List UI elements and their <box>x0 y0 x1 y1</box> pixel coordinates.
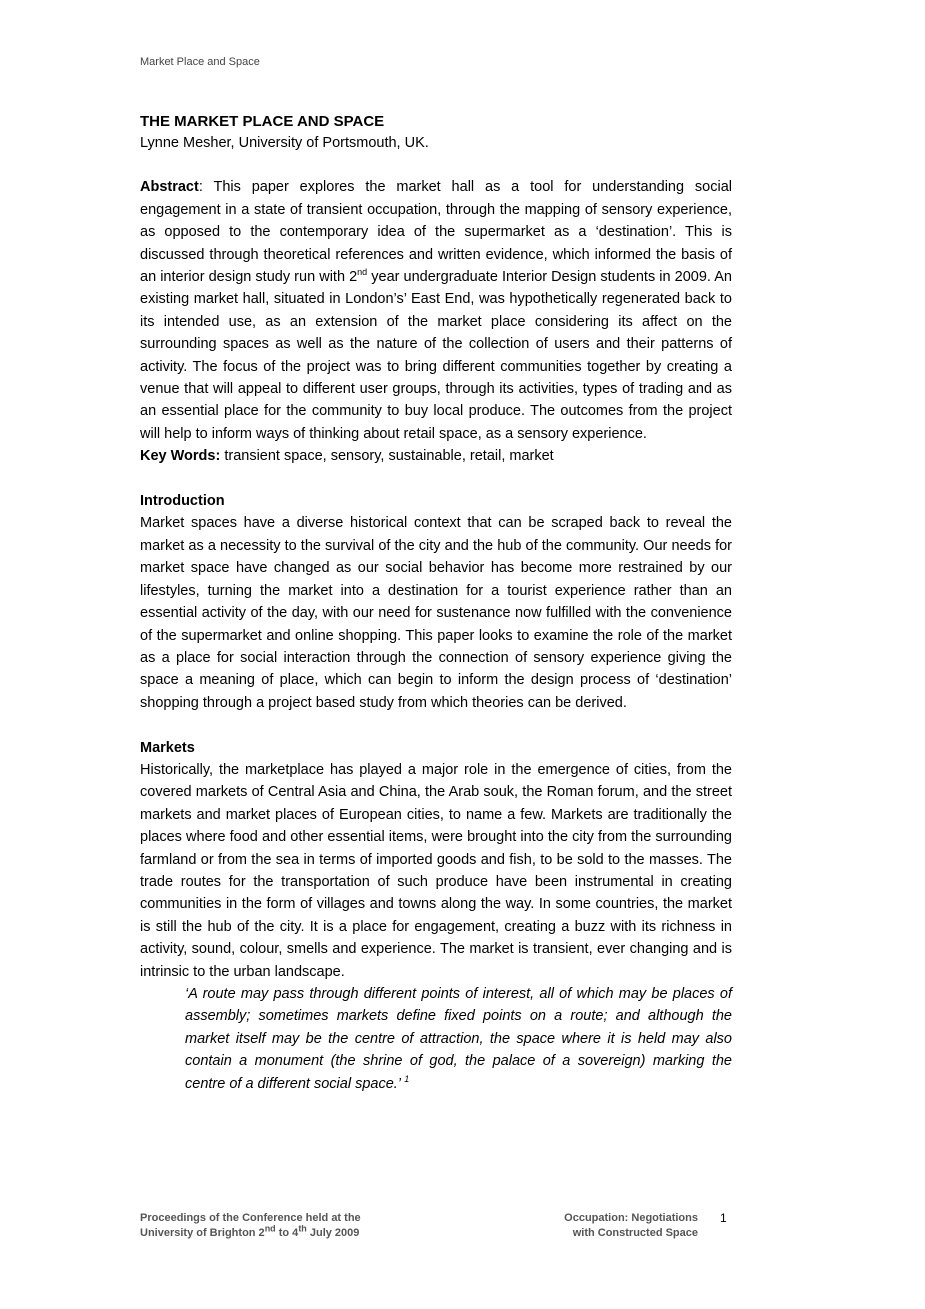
footer-left-line1: Proceedings of the Conference held at the <box>140 1212 361 1224</box>
abstract-text-a: : This paper explores the market hall as a tool for understanding social engagement in a state of transient occupation, through the mapping of sensory experience, as opposed to the contemporary idea of the supermarket as a ‘destination’. This is discussed through theoretical references and written evidence, which informed the basis of an interior design study run with 2 <box>140 179 732 286</box>
paper-title: THE MARKET PLACE AND SPACE <box>140 113 385 130</box>
block-quote <box>185 983 732 1095</box>
markets-heading: Markets <box>140 739 195 756</box>
page-number: 1 <box>720 1211 727 1225</box>
footer-title <box>520 1211 698 1241</box>
footer-conference <box>140 1211 361 1241</box>
abstract-sup: nd <box>357 267 368 278</box>
abstract-text-b: year undergraduate Interior Design students in 2009. An existing market hall, situated in London’s’ East End, was hypothetically regenerated back to its intended use, as an extension of the market place considering its affect on the surrounding spaces as well as the nature of the collection of users and their patterns of activity. The focus of the project was to bring different communities together by creating a venue that will appeal to different user groups, through its activities, types of trading and as an essential place for the community to buy local produce. The outcomes from the project will help to inform ways of thinking about retail space, as a sensory experience. <box>140 269 732 442</box>
footer-left-line2: University of Brighton 2nd to 4th July 2009 <box>140 1223 360 1239</box>
footer-right-line2: with Constructed Space <box>572 1227 698 1239</box>
author-line: Lynne Mesher, University of Portsmouth, UK. <box>140 135 429 151</box>
keywords-text: transient space, sensory, sustainable, retail, market <box>220 448 554 465</box>
footer-right-line1: Occupation: Negotiations <box>564 1212 698 1224</box>
introduction-paragraph: Market spaces have a diverse historical context that can be scraped back to reveal the market as a necessity to the survival of the city and the hub of the community. Our needs for market space have changed as our social behavior has become more restrained by our lifestyles, turning the market into a destination for a tourist experience rather than an essential activity of the day, with our need for sustenance now fulfilled with the convenience of the supermarket and online shopping. This paper looks to examine the role of the market as a place for social interaction through the connection of sensory experience giving the space a meaning of place, which can begin to inform the design process of ‘destination’ shopping through a project based study from which theories can be derived. <box>140 515 732 711</box>
introduction-heading: Introduction <box>140 493 225 510</box>
quote-text: ‘A route may pass through different points of interest, all of which may be places of assembly; sometimes markets define fixed points on a route; and although the market itself may be the centre of attraction, the space where it is held may also contain a monument (the shrine of god, the palace of a sovereign) marking the centre of a different social space.’ <box>185 986 732 1092</box>
abstract-label: Abstract <box>140 179 199 196</box>
abstract-paragraph <box>140 176 732 445</box>
keywords-label: Key Words: <box>140 448 221 465</box>
markets-paragraph: Historically, the marketplace has played a major role in the emergence of cities, from the covered markets of Central Asia and China, the Arab souk, the Roman forum, and the street markets and market places of European cities, to name a few. Markets are traditionally the places where food and other essential items, were brought into the city from the surrounding farmland or from the sea in terms of imported goods and fish, to be sold to the masses. The trade routes for the transportation of such produce have been instrumental in creating communities in the form of villages and towns along the way. In some countries, the market is still the hub of the city. It is a place for engagement, creating a buzz with its richness in activity, sound, colour, smells and experience. The market is transient, ever changing and is intrinsic to the urban landscape. <box>140 761 732 980</box>
keywords-line <box>140 445 732 467</box>
page-content <box>140 112 732 1095</box>
footnote-ref[interactable]: 1 <box>404 1073 410 1084</box>
running-head: Market Place and Space <box>140 56 260 68</box>
